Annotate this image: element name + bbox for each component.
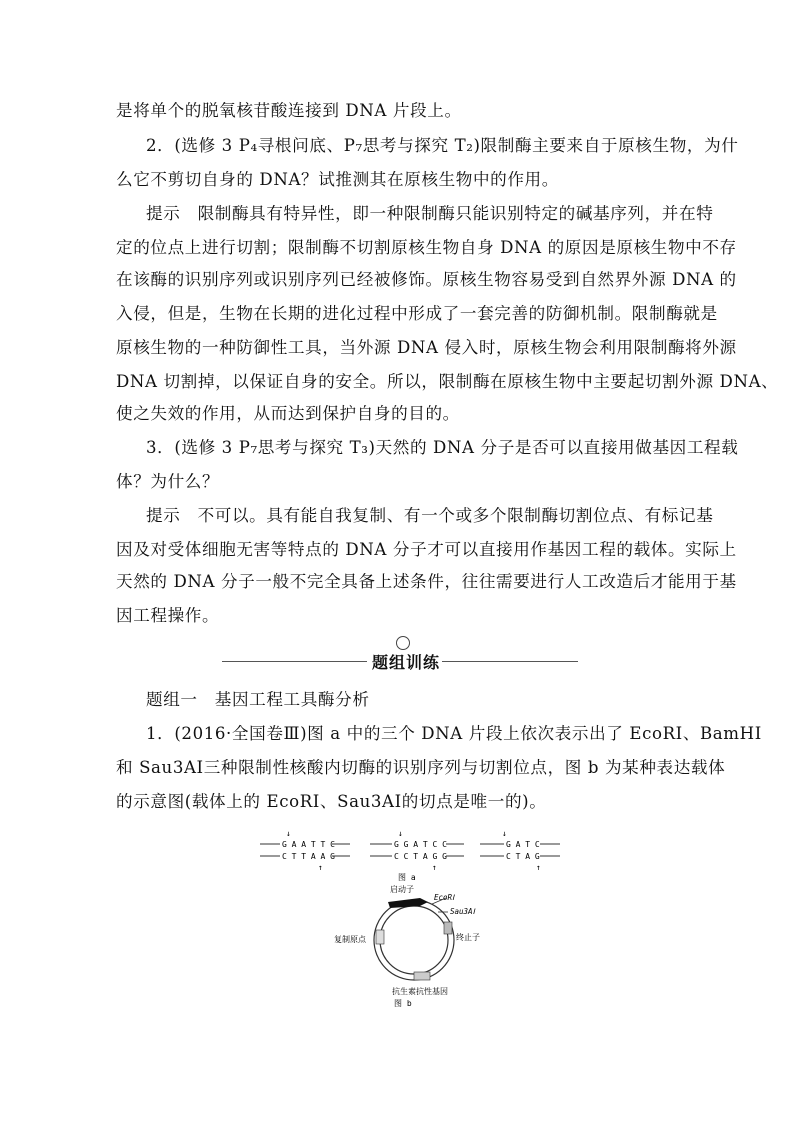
text-line: 是将单个的脱氧核苷酸连接到 DNA 片段上。 (116, 101, 462, 120)
seq3-top: G A T C (506, 840, 540, 849)
cut-arrow-down-icon: ↓ (398, 829, 403, 838)
seq3-bottom: C T A G (506, 852, 540, 861)
group-title: 题组一 基因工程工具酶分析 (146, 690, 370, 709)
text-line: 使之失效的作用，从而达到保护自身的目的。 (116, 404, 460, 423)
text-line: 么它不剪切自身的 DNA？试推测其在原核生物中的作用。 (116, 170, 559, 189)
section-title: 题组训练 (372, 653, 441, 672)
question-3-line: 3．(选修 3 P₇思考与探究 T₃)天然的 DNA 分子是否可以直接用做基因工程载 (146, 438, 739, 457)
label-ecori: EcoRⅠ (434, 893, 455, 902)
label-sau3ai: Sau3AⅠ (450, 907, 475, 916)
text-line: 和 Sau3AⅠ三种限制性核酸内切酶的识别序列与切割位点，图 b 为某种表达载体 (116, 758, 726, 777)
sequence-ecori (260, 829, 350, 872)
section-icon (396, 636, 410, 650)
label-resistance-gene: 抗生素抗性基因 (392, 987, 448, 996)
label-terminator: 终止子 (456, 933, 480, 942)
label-origin: 复制原点 (334, 935, 366, 944)
fig-b-caption: 图 b (394, 999, 412, 1008)
terminator-block (444, 922, 452, 934)
hint-line: 提示 不可以。具有能自我复制、有一个或多个限制酶切割位点、有标记基 (146, 506, 714, 525)
plasmid-vector (374, 898, 454, 980)
divider-left (222, 661, 367, 662)
cut-arrow-up-icon: ↑ (536, 863, 541, 872)
fig-a-caption: 图 a (398, 873, 416, 882)
cut-arrow-down-icon: ↓ (502, 829, 507, 838)
text-line: 在该酶的识别序列或识别序列已经被修饰。原核生物容易受到自然界外源 DNA 的 (116, 270, 737, 289)
cut-arrow-down-icon: ↓ (286, 829, 291, 838)
label-promoter: 启动子 (390, 885, 414, 894)
sequence-sau3ai (480, 829, 560, 872)
resistance-gene-block (414, 972, 430, 980)
sequence-bamhi (370, 829, 464, 872)
text-line: DNA 切割掉，以保证自身的安全。所以，限制酶在原核生物中主要起切割外源 DNA、 (116, 372, 779, 391)
origin-block (376, 930, 384, 944)
seq2-bottom: C C T A G G (394, 852, 447, 861)
text-line: 因工程操作。 (116, 606, 220, 625)
text-line: 体？为什么？ (116, 472, 220, 491)
seq1-top: G A A T T C (282, 840, 335, 849)
divider-right (442, 661, 578, 662)
text-line: 原核生物的一种防御性工具，当外源 DNA 侵入时，原核生物会利用限制酶将外源 (116, 338, 737, 357)
text-line: 的示意图(载体上的 EcoRⅠ、Sau3AⅠ的切点是唯一的)。 (116, 792, 547, 811)
text-line: 定的位点上进行切割；限制酶不切割原核生物自身 DNA 的原因是原核生物中不存 (116, 238, 737, 257)
hint-line: 提示 限制酶具有特异性，即一种限制酶只能识别特定的碱基序列，并在特 (146, 204, 714, 223)
text-line: 因及对受体细胞无害等特点的 DNA 分子才可以直接用作基因工程的载体。实际上 (116, 540, 737, 559)
question-1-line: 1．(2016·全国卷Ⅲ)图 a 中的三个 DNA 片段上依次表示出了 EcoRⅠ、BamHⅠ (146, 724, 762, 743)
seq1-bottom: C T T A A G (282, 852, 335, 861)
question-2-line: 2．(选修 3 P₄寻根问底、P₇思考与探究 T₂)限制酶主要来自于原核生物，为什 (146, 136, 739, 155)
cut-arrow-up-icon: ↑ (318, 863, 323, 872)
seq2-top: G G A T C C (394, 840, 447, 849)
figure-restriction-sites-and-vector (250, 826, 570, 1016)
section-title-bar (222, 636, 578, 686)
text-line: 天然的 DNA 分子一般不完全具备上述条件，往往需要进行人工改造后才能用于基 (116, 572, 737, 591)
text-line: 入侵，但是，生物在长期的进化过程中形成了一套完善的防御机制。限制酶就是 (116, 304, 718, 323)
cut-arrow-up-icon: ↑ (432, 863, 437, 872)
